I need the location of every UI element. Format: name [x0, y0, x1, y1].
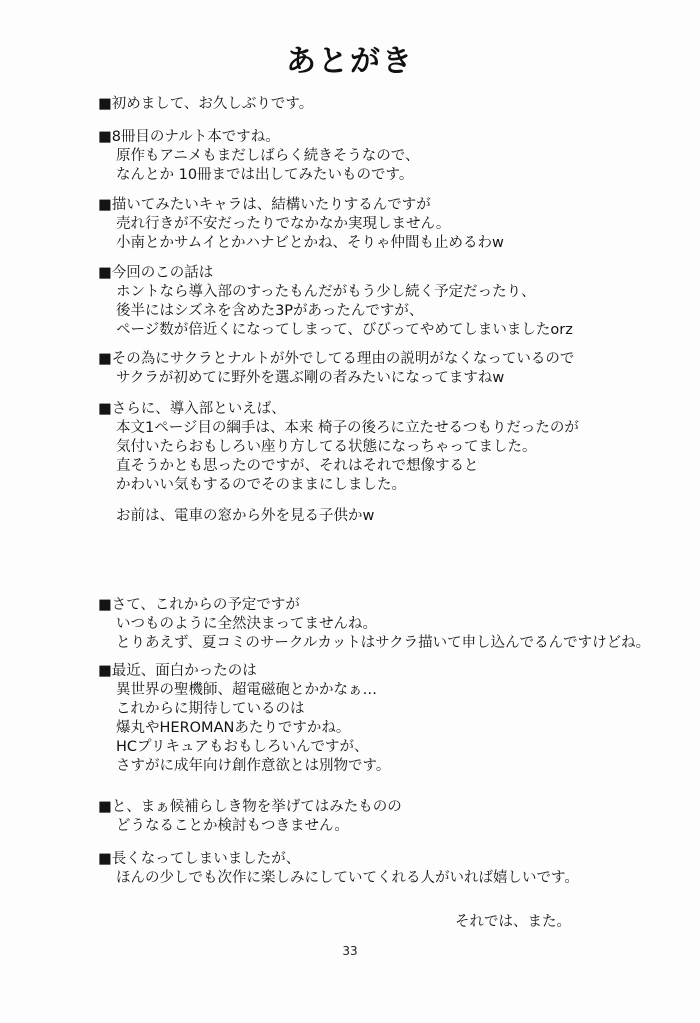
closing-signoff: それでは、また。	[455, 914, 571, 930]
section-characters	[98, 196, 688, 253]
section-line: ページ数が倍近くになってしまって、びびってやめてしまいましたorz	[116, 322, 573, 338]
section-line: さすがに成年向け創作意欲とは別物です。	[116, 758, 391, 774]
page-number: 33	[342, 944, 358, 958]
section-line: サクラが初めてに野外を選ぶ剛の者みたいになってますねw	[116, 370, 505, 386]
section-future-plans	[98, 596, 688, 653]
section-greeting	[98, 95, 688, 114]
section-line: ■長くなってしまいましたが、	[98, 851, 301, 867]
section-line: ■8冊目のナルト本ですね。	[98, 129, 280, 145]
section-line: ■今回のこの話は	[98, 265, 214, 281]
section-line: ホントなら導入部のすったもんだがもう少し続く予定だったり、	[116, 284, 536, 300]
section-line: HCプリキュアもおもしろいんですが、	[116, 739, 369, 755]
section-line: 原作もアニメもまだしばらく続きそうなので、	[116, 148, 420, 164]
section-this-story	[98, 264, 688, 340]
section-line: なんとか 10冊までは出してみたいものです。	[116, 167, 414, 183]
section-line: ■描いてみたいキャラは、結構いたりするんですが	[98, 197, 431, 213]
section-line: どうなることか検討もつきません。	[116, 818, 349, 834]
section-eighth-book	[98, 128, 688, 185]
section-line: いつものように全然決まってませんね。	[116, 616, 377, 632]
section-line: 売れ行きが不安だったりでなかなか実現しません。	[116, 216, 451, 232]
section-line: ■さて、これからの予定ですが	[98, 597, 300, 613]
section-candidates	[98, 798, 688, 836]
section-line: お前は、電車の窓から外を見る子供かw	[116, 508, 375, 524]
section-line: とりあえず、夏コミのサークルカットはサクラ描いて申し込んでるんですけどね。	[116, 635, 651, 651]
section-line: 本文1ページ目の綱手は、本来 椅子の後ろに立たせるつもりだったのが	[116, 420, 579, 436]
section-line: ■最近、面白かったのは	[98, 663, 257, 679]
section-introduction	[98, 400, 688, 526]
section-line: 直そうかとも思ったのですが、それはそれで想像すると	[116, 458, 479, 474]
section-line: かわいい気もするのでそのままにしました。	[116, 477, 406, 493]
section-line: 爆丸やHEROMANあたりですかね。	[116, 720, 351, 736]
section-line: 後半にはシズネを含めた3Pがあったんですが、	[116, 303, 424, 319]
section-spacer	[98, 495, 688, 507]
section-line: ■さらに、導入部といえば、	[98, 401, 286, 417]
section-line: 気付いたらおもしろい座り方してる状態になっちゃってました。	[116, 439, 537, 455]
section-recent-favorites	[98, 662, 688, 776]
section-outdoor	[98, 350, 688, 388]
section-line: 小南とかサムイとかハナビとかね、そりゃ仲間も止めるわw	[116, 235, 504, 251]
page-title: あとがき	[286, 44, 414, 79]
section-line: 異世界の聖機師、超電磁砲とかかなぁ…	[116, 682, 377, 698]
section-line: ■と、まぁ候補らしき物を挙げてはみたものの	[98, 799, 402, 815]
section-line: ■その為にサクラとナルトが外でしてる理由の説明がなくなっているので	[98, 351, 575, 367]
section-line: ■初めまして、お久しぶりです。	[98, 96, 314, 112]
section-line: ほんの少しでも次作に楽しみにしていてくれる人がいれば嬉しいです。	[116, 870, 579, 886]
section-closing-message	[98, 850, 688, 888]
section-line: これからに期待しているのは	[116, 701, 305, 717]
